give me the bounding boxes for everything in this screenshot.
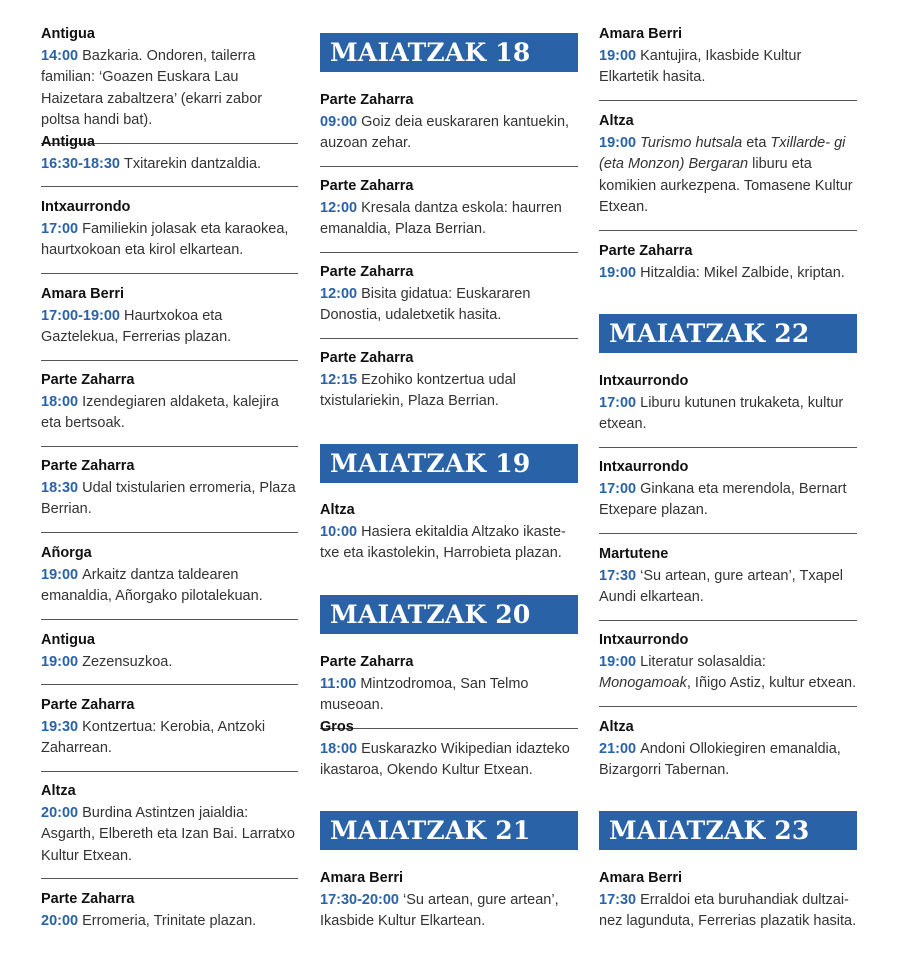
event-entry	[599, 111, 857, 219]
event-description: Izendegiaren aldaketa, kalejira eta bertsoak.	[41, 393, 279, 431]
event-description: Kantujira, Ikasbide Kultur Elkartetik hasita.	[599, 47, 802, 85]
day-heading-19: MAIATZAK 19	[320, 444, 578, 483]
event-description: Kontzertua: Kerobia, Antzoki Zaharrean.	[41, 718, 266, 756]
event-entry	[320, 262, 578, 327]
event-place: Antigua	[41, 134, 95, 150]
event-time: 18:00	[320, 740, 362, 757]
event-time: 18:30	[41, 479, 83, 496]
book-title: Monogamoak	[599, 675, 687, 691]
event-entry	[320, 90, 578, 155]
event-time: 16:30-18:30	[41, 155, 125, 172]
event-entry	[599, 717, 857, 782]
event-description: Burdina Astintzen jaialdia: Asgarth, Elbereth eta Izan Bai. Larratxo Kultur Etxean.	[41, 804, 295, 864]
desc-start: Literatur solasaldia:	[640, 653, 766, 670]
day-heading-20: MAIATZAK 20	[320, 595, 578, 634]
event-description: Zezensuzkoa.	[82, 653, 173, 670]
event-entry	[599, 544, 857, 609]
event-description: Euskarazko Wikipedian idazteko ikastaroa, Okendo Kultur Etxean.	[320, 740, 570, 778]
event-place: Amara Berri	[599, 26, 683, 42]
event-description: Hasiera ekitaldia Altzako ikaste- txe eta ikastolekin, Harrobieta plazan.	[320, 523, 566, 561]
event-entry	[41, 370, 298, 435]
event-entry	[599, 241, 857, 284]
event-time: 17:30	[599, 567, 641, 584]
event-place: Altza	[599, 113, 634, 129]
event-time: 17:30-20:00	[320, 891, 404, 908]
event-place: Intxaurrondo	[41, 199, 131, 215]
day-heading-23: MAIATZAK 23	[599, 811, 857, 850]
event-description: Liburu kutunen trukaketa, kultur etxean.	[599, 394, 844, 432]
event-place: Añorga	[41, 545, 92, 561]
event-entry	[320, 500, 578, 565]
event-description: Arkaitz dantza taldearen emanaldia, Añorgako pilotalekuan.	[41, 566, 263, 604]
event-place: Martutene	[599, 546, 669, 562]
event-time: 17:30	[599, 891, 641, 908]
event-place: Parte Zaharra	[41, 891, 135, 907]
event-description: Bazkaria. Ondoren, tailerra familian: ‘Goazen Euskara Lau Haizetara zabaltzera’ (ekarri zabor poltsa handi bat).	[41, 47, 263, 128]
event-time: 19:00	[599, 134, 641, 151]
event-entry	[599, 868, 857, 933]
event-description: ‘Su artean, gure artean’, Txapel Aundi elkartean.	[599, 567, 843, 605]
event-place: Parte Zaharra	[320, 264, 414, 280]
event-place: Amara Berri	[599, 870, 683, 886]
event-time: 19:00	[41, 653, 83, 670]
event-time: 19:00	[599, 653, 641, 670]
event-time: 12:15	[320, 371, 362, 388]
event-description: Goiz deia euskararen kantuekin, auzoan zehar.	[320, 113, 570, 151]
event-entry	[41, 197, 298, 262]
event-time: 19:30	[41, 718, 83, 735]
event-description: Andoni Ollokiegiren emanaldia, Bizargorri Tabernan.	[599, 740, 841, 778]
event-time: 11:00	[320, 675, 361, 692]
event-description: Familiekin jolasak eta karaokea, haurtxokoan eta kirol elkartean.	[41, 220, 289, 258]
event-entry	[599, 24, 857, 89]
day-heading-21: MAIATZAK 21	[320, 811, 578, 850]
event-entry	[41, 456, 298, 521]
event-description: Erraldoi eta buruhandiak dultzai- nez lagunduta, Ferrerias plazatik hasita.	[599, 891, 857, 929]
event-place: Parte Zaharra	[320, 178, 414, 194]
event-place: Intxaurrondo	[599, 632, 689, 648]
event-entry	[41, 630, 298, 673]
event-entry	[41, 543, 298, 608]
event-description: Haurtxokoa eta Gaztelekua, Ferrerias plazan.	[41, 307, 232, 345]
event-description: ‘Su artean, gure artean’, Ikasbide Kultur Elkartean.	[320, 891, 559, 929]
event-entry	[41, 284, 298, 349]
event-place: Antigua	[41, 26, 95, 42]
event-description: Ezohiko kontzertua udal txistulariekin, Plaza Berrian.	[320, 371, 516, 409]
event-description: Udal txistularien erromeria, Plaza Berrian.	[41, 479, 296, 517]
book-title-2: Txillarde- gi (eta Monzon) Bergaran	[599, 134, 846, 172]
event-place: Antigua	[41, 632, 95, 648]
event-time: 09:00	[320, 113, 362, 130]
event-time: 17:00	[599, 480, 641, 497]
event-place: Gros	[320, 719, 354, 735]
event-time: 17:00-19:00	[41, 307, 125, 324]
event-entry	[320, 176, 578, 241]
event-description: Ginkana eta merendola, Bernart Etxepare plazan.	[599, 480, 847, 518]
event-description: Kresala dantza eskola: haurren emanaldia, Plaza Berrian.	[320, 199, 562, 237]
event-entry	[320, 717, 578, 782]
event-time: 19:00	[599, 264, 641, 281]
event-description: Bisita gidatua: Euskararen Donostia, udaletxetik hasita.	[320, 285, 531, 323]
event-time: 12:00	[320, 199, 362, 216]
event-place: Amara Berri	[41, 286, 125, 302]
event-entry	[599, 457, 857, 522]
event-entry	[599, 371, 857, 436]
event-entry	[41, 889, 298, 932]
event-entry	[599, 630, 857, 695]
event-time: 19:00	[599, 47, 641, 64]
event-description: Txitarekin dantzaldia.	[124, 155, 262, 172]
event-place: Altza	[599, 719, 634, 735]
event-place: Parte Zaharra	[320, 350, 414, 366]
event-entry	[320, 652, 578, 717]
event-entry	[41, 695, 298, 760]
event-entry	[41, 132, 298, 175]
event-place: Intxaurrondo	[599, 373, 689, 389]
event-place: Parte Zaharra	[41, 697, 135, 713]
event-place: Amara Berri	[320, 870, 404, 886]
desc-rest: liburu eta komikien aurkezpena. Tomasene Kultur Etxean.	[599, 156, 853, 215]
event-entry	[41, 24, 298, 132]
event-time: 20:00	[41, 804, 83, 821]
event-time: 17:00	[599, 394, 641, 411]
event-time: 21:00	[599, 740, 641, 757]
event-time: 17:00	[41, 220, 83, 237]
desc-rest: , Iñigo Astiz, kultur etxean.	[686, 675, 857, 691]
event-entry	[41, 781, 298, 867]
event-time: 14:00	[41, 47, 83, 64]
event-place: Parte Zaharra	[320, 92, 414, 108]
event-place: Parte Zaharra	[41, 458, 135, 474]
event-place: Altza	[320, 502, 355, 518]
event-place: Altza	[41, 783, 76, 799]
desc-connector: eta	[742, 134, 771, 151]
day-heading-18: MAIATZAK 18	[320, 33, 578, 72]
event-time: 10:00	[320, 523, 362, 540]
event-place: Parte Zaharra	[320, 654, 414, 670]
event-place: Intxaurrondo	[599, 459, 689, 475]
event-entry	[320, 868, 578, 933]
event-time: 12:00	[320, 285, 362, 302]
day-heading-22: MAIATZAK 22	[599, 314, 857, 353]
event-entry	[320, 348, 578, 413]
book-title-1: Turismo hutsala	[640, 134, 743, 151]
event-description: Mintzodromoa, San Telmo museoan.	[320, 675, 529, 713]
event-time: 20:00	[41, 912, 83, 929]
event-place: Parte Zaharra	[599, 243, 693, 259]
event-time: 18:00	[41, 393, 83, 410]
event-place: Parte Zaharra	[41, 372, 135, 388]
event-time: 19:00	[41, 566, 83, 583]
event-description: Hitzaldia: Mikel Zalbide, kriptan.	[640, 264, 845, 281]
event-description: Erromeria, Trinitate plazan.	[82, 912, 257, 929]
